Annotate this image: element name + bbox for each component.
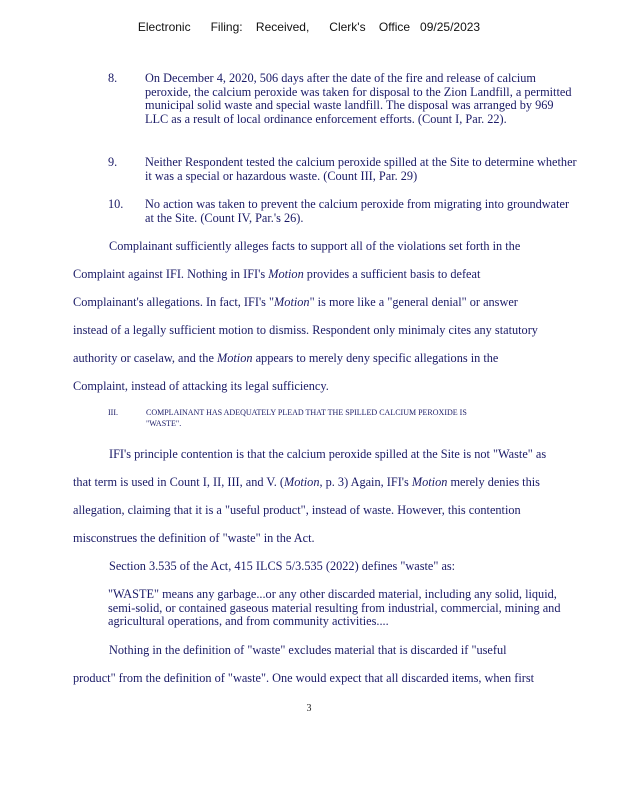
paragraph-line: Section 3.535 of the Act, 415 ILCS 5/3.535 (2022) defines "waste" as: [109,559,456,573]
paragraph-line: Complaint against IFI. Nothing in IFI's Motion provides a sufficient basis to defeat [73,267,481,281]
paragraph-line: Complainant sufficiently alleges facts to support all of the violations set forth in the [109,239,521,253]
paragraph-line: authority or caselaw, and the Motion appears to merely deny specific allegations in the [73,351,499,365]
body-paragraph [73,636,573,692]
body-paragraph [73,440,573,552]
section-title: COMPLAINANT HAS ADEQUATELY PLEAD THAT THE SPILLED CALCIUM PEROXIDE IS "WASTE". [146,408,467,428]
item-number: 8. [108,71,118,85]
block-quote: "WASTE" means any garbage...or any other discarded material, including any solid, liquid, semi-solid, or contained gaseous material resulting from industrial, commercial, mining and agricultural operations, and from community activities.... [108,587,561,629]
numbered-item-10 [108,198,578,225]
paragraph-line: allegation, claiming that it is a "useful product", instead of waste. However, this contention [73,503,521,517]
paragraph-line: that term is used in Count I, II, III, and V. (Motion, p. 3) Again, IFI's Motion merely denies this [73,475,540,489]
paragraph-line: Complaint, instead of attacking its legal sufficiency. [73,379,329,393]
item-number: 10. [108,197,124,211]
section-number: III. [108,408,118,417]
item-text: On December 4, 2020, 506 days after the date of the fire and release of calcium peroxide, the calcium peroxide was taken for disposal to the Zion Landfill, a permitted municipal solid waste and special waste landfill. The disposal was arranged by 969 LLC as a result of local ordinance enforcement efforts. (Count I, Par. 22). [145,71,572,126]
paragraph-line: misconstrues the definition of "waste" in the Act. [73,531,315,545]
item-number: 9. [108,155,118,169]
item-text: Neither Respondent tested the calcium peroxide spilled at the Site to determine whether it was a special or hazardous waste. (Count III, Par. 29) [145,155,577,183]
paragraph-line: IFI's principle contention is that the calcium peroxide spilled at the Site is not "Waste" as [109,447,547,461]
paragraph-line: Nothing in the definition of "waste" excludes material that is discarded if "useful [109,643,507,657]
numbered-item-8 [108,72,578,126]
numbered-item-9 [108,156,578,183]
paragraph-line: Complainant's allegations. In fact, IFI's "Motion" is more like a "general denial" or answer [73,295,518,309]
filing-stamp-header: Electronic Filing: Received, Clerk's Office 09/25/2023 [137,20,481,34]
paragraph-line: instead of a legally sufficient motion to dismiss. Respondent only minimaly cites any statutory [73,323,538,337]
body-paragraph [73,232,573,400]
body-paragraph [73,552,573,580]
paragraph-line: product" from the definition of "waste". One would expect that all discarded items, when first [73,671,535,685]
section-heading [108,408,468,429]
page-number: 3 [306,703,312,714]
item-text: No action was taken to prevent the calcium peroxide from migrating into groundwater at the Site. (Count IV, Par.'s 26). [145,197,570,225]
